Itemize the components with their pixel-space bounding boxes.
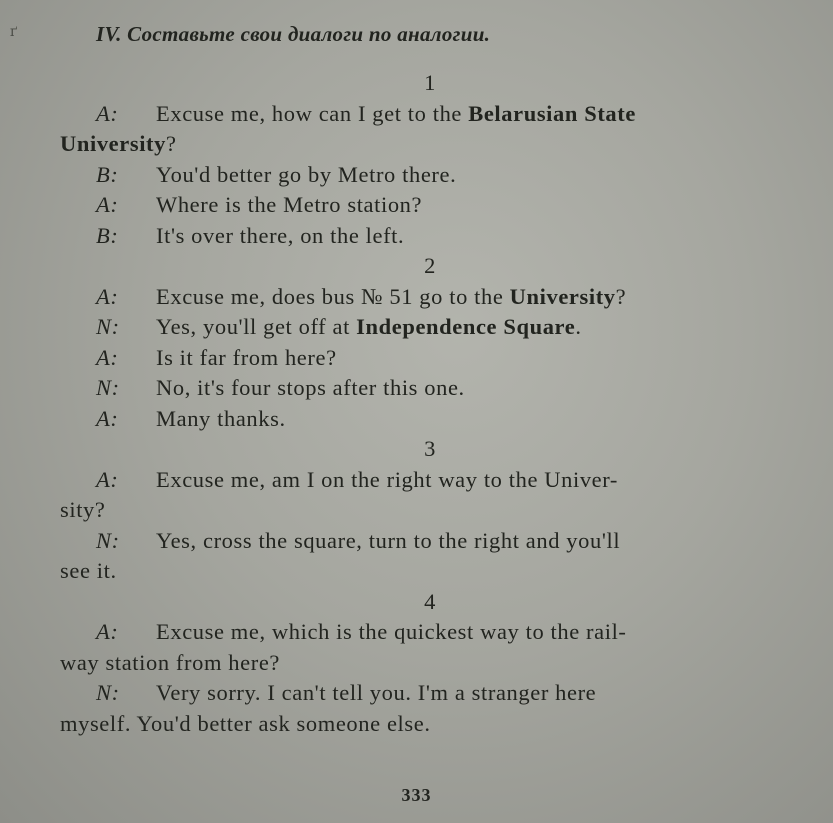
line-bold-text: University bbox=[509, 283, 616, 309]
speaker-label: A: bbox=[96, 283, 119, 309]
dialogue-number: 4 bbox=[424, 588, 436, 614]
speaker-label: A: bbox=[96, 344, 119, 370]
dialogue-line bbox=[60, 190, 798, 221]
line-continuation: see it. bbox=[60, 558, 117, 583]
line-text: No, it's four stops after this one. bbox=[156, 375, 465, 400]
line-bold-text: Independence Square bbox=[356, 314, 576, 339]
speaker-label: A: bbox=[96, 466, 119, 492]
speaker-label: N: bbox=[96, 527, 120, 553]
line-text: You'd better go by Metro there. bbox=[156, 161, 457, 187]
line-text: Yes, cross the square, turn to the right and you'll bbox=[156, 527, 621, 553]
line-text: Very sorry. I can't tell you. I'm a stranger here bbox=[156, 680, 597, 705]
dialogue-line bbox=[60, 343, 798, 374]
dialogue-number: 1 bbox=[424, 70, 436, 95]
speaker-label: N: bbox=[96, 375, 120, 400]
dialogue-line bbox=[60, 221, 798, 252]
line-text: Yes, you'll get off at bbox=[156, 314, 357, 339]
dialogues-content bbox=[60, 68, 798, 739]
dialogue-line bbox=[60, 465, 798, 526]
dialogue-line bbox=[60, 678, 798, 739]
line-bold-continuation: University bbox=[60, 131, 166, 156]
line-text-after: . bbox=[575, 314, 582, 339]
line-text: Many thanks. bbox=[156, 405, 286, 431]
speaker-label: N: bbox=[96, 314, 120, 339]
speaker-label: A: bbox=[96, 405, 119, 431]
speaker-label: B: bbox=[96, 161, 119, 187]
line-text: Excuse me, how can I get to the bbox=[156, 100, 469, 126]
line-text: Excuse me, does bus № 51 go to the bbox=[156, 283, 510, 309]
speaker-label: N: bbox=[96, 680, 120, 705]
line-continuation: myself. You'd better ask someone else. bbox=[60, 710, 431, 736]
exercise-heading: IV. Составьте свои диалоги по аналогии. bbox=[96, 22, 491, 46]
dialogue-number: 2 bbox=[424, 253, 436, 278]
line-continuation: way station from here? bbox=[60, 649, 280, 675]
line-text: Excuse me, am I on the right way to the Univer- bbox=[156, 466, 618, 492]
speaker-label: A: bbox=[96, 100, 119, 126]
dialogue-line bbox=[60, 99, 798, 160]
line-text: It's over there, on the left. bbox=[156, 222, 405, 248]
dialogue-line bbox=[60, 282, 798, 313]
dialogue-line bbox=[60, 373, 798, 404]
dialogue-line bbox=[60, 526, 798, 587]
line-continuation: sity? bbox=[60, 497, 106, 522]
dialogue-line bbox=[60, 312, 798, 343]
speaker-label: A: bbox=[96, 619, 119, 644]
speaker-label: B: bbox=[96, 222, 119, 248]
speaker-label: A: bbox=[96, 192, 119, 217]
line-text-after: ? bbox=[615, 283, 627, 309]
dialogue-line bbox=[60, 617, 798, 678]
dialogue-number: 3 bbox=[424, 436, 436, 461]
line-bold-text: Belarusian State bbox=[468, 100, 636, 126]
line-text: Where is the Metro station? bbox=[156, 192, 423, 217]
margin-mark: ґ bbox=[10, 24, 18, 40]
line-text: Excuse me, which is the quickest way to the rail- bbox=[156, 619, 627, 644]
line-text: Is it far from here? bbox=[156, 344, 337, 370]
line-continuation: ? bbox=[166, 131, 177, 156]
dialogue-line bbox=[60, 404, 798, 435]
page-number: 333 bbox=[401, 785, 432, 805]
dialogue-line bbox=[60, 160, 798, 191]
